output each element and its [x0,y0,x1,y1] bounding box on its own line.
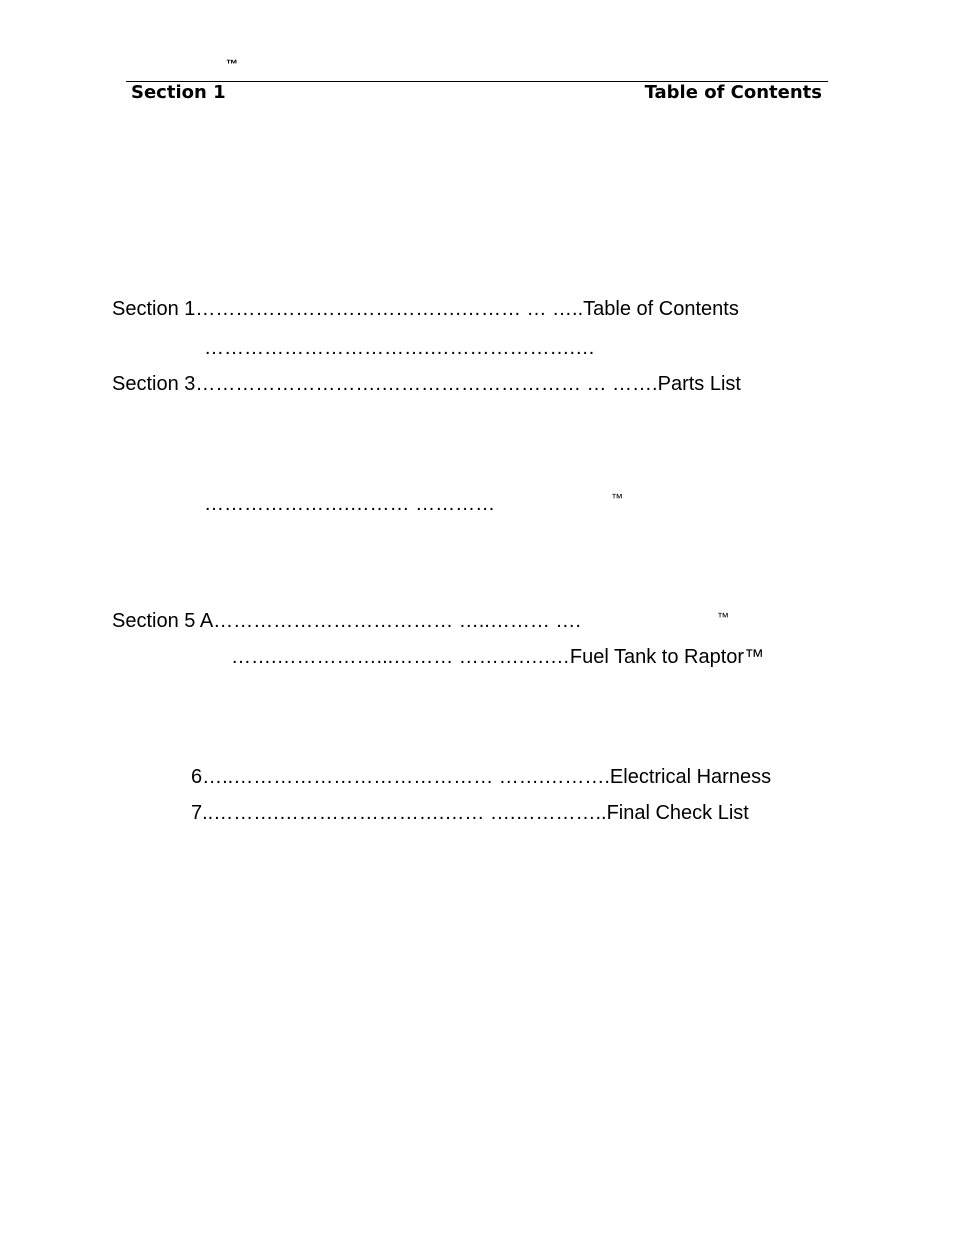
header-trademark: ™ [226,57,238,71]
trademark-symbol-2: ™ [717,610,729,624]
toc-entry-section-3[interactable]: Section 3……………………….………………………… … …….Parts List [112,373,741,395]
toc-entry-final-check-list[interactable]: 7..……….…………………….…… ….…………..Final Check List [191,802,749,824]
header-section-label: Section 1 [131,82,226,103]
toc-entry-section-5a[interactable]: Section 5 A……………………………… …..……… …. [112,610,581,632]
header-title: Table of Contents [644,82,822,103]
toc-entry-section-1[interactable]: Section 1………………………………….……… … …..Table of Contents [112,298,739,320]
toc-entry-fuel-tank[interactable]: …….……………...……… ……….….…Fuel Tank to Raptor™ [231,646,765,668]
toc-entry-electrical-harness[interactable]: 6…..………………………………… …….……….Electrical Harness [191,766,772,788]
toc-entry-dots: …………………………….………………….… [204,337,596,359]
trademark-symbol: ™ [611,491,623,505]
toc-entry-dots-2: ………………….……… ………… [204,493,496,515]
